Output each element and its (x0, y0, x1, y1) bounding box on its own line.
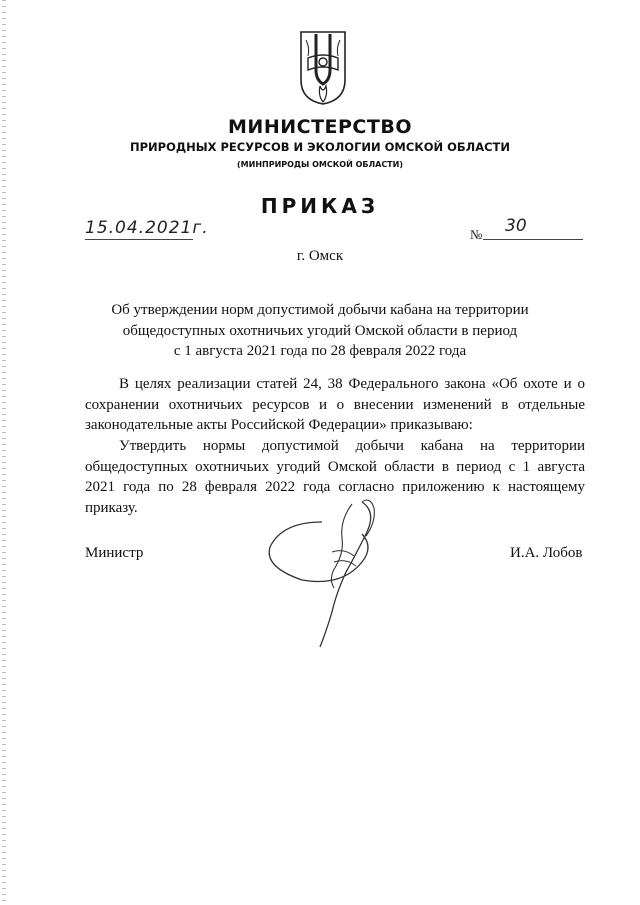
ministry-full-name: ПРИРОДНЫХ РЕСУРСОВ И ЭКОЛОГИИ ОМСКОЙ ОБЛАСТИ (129, 140, 511, 154)
coat-of-arms-icon (298, 30, 348, 106)
preamble-text: В целях реализации статей 24, 38 Федерального закона «Об охоте и о сохранении охотничьих ресурсов и о внесении изменений в отдельные законодательные акты Российской Федерации» приказываю: (85, 376, 585, 433)
ministry-short-name: (МИНПРИРОДЫ ОМСКОЙ ОБЛАСТИ) (237, 160, 403, 169)
document-subject (0, 300, 640, 362)
document-type: ПРИКАЗ (260, 194, 380, 218)
subject-line: общедоступных охотничьих угодий Омской области в период (122, 322, 518, 339)
number-label: № (470, 227, 483, 242)
document-city: г. Омск (296, 248, 344, 264)
subject-line: Об утверждении норм допустимой добычи кабана на территории (111, 302, 529, 318)
order-text: Утвердить нормы допустимой добычи кабана на территории общедоступных охотничьих угодий Омской области в период с 1 августа 2021 года по 28 февраля 2022 года согласно приложению к настоящему приказу. (85, 438, 585, 516)
preamble-paragraph (85, 374, 585, 436)
signatory-name: И.А. Лобов (510, 545, 583, 561)
handwritten-signature (262, 492, 394, 652)
number-underline (483, 239, 583, 240)
document-number: 30 (505, 216, 527, 236)
date-underline (85, 239, 193, 240)
signatory-role: Министр (85, 545, 144, 561)
subject-line: с 1 августа 2021 года по 28 февраля 2022 года (173, 343, 467, 359)
document-date: 15.04.2021г. (85, 218, 209, 238)
ministry-title: МИНИСТЕРСТВО (228, 116, 412, 138)
